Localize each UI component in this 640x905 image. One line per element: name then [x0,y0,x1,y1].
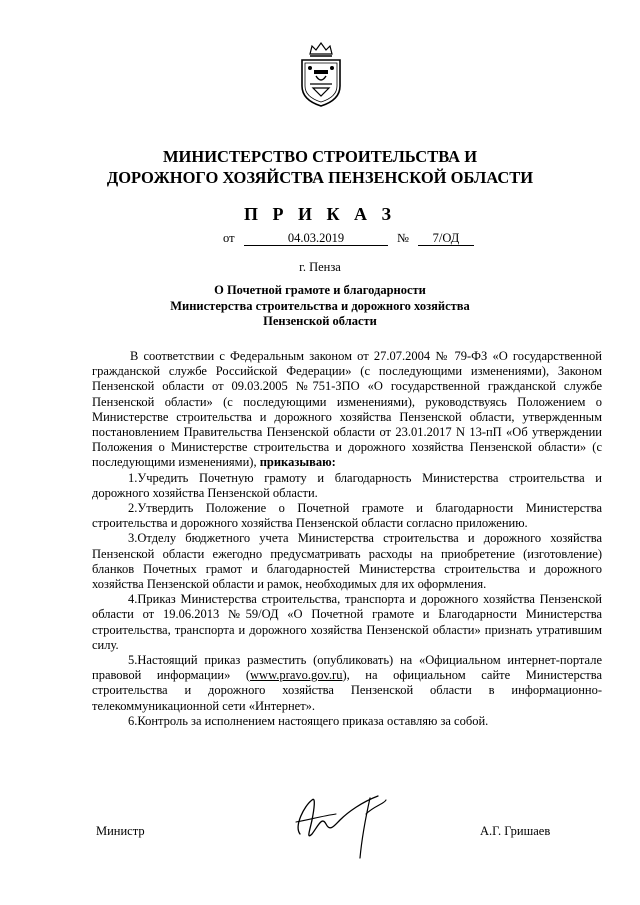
ministry-line-1: МИНИСТЕРСТВО СТРОИТЕЛЬСТВА И [162,147,478,166]
preamble-paragraph [92,349,602,471]
signatory-name: А.Г. Гришаев [480,824,551,838]
title-line-3: Пензенской области [263,314,377,328]
number-prefix: № [397,231,409,245]
title-line-2: Министерства строительства и дорожного хозяйства [170,298,470,313]
order-title [100,283,540,330]
coat-of-arms-emblem [296,40,346,108]
item-5 [92,653,602,714]
preamble-text: В соответствии с Федеральным законом от 27.07.2004 № 79-ФЗ «О государственной гражданской службе Российской Федерации» (с последующими изменениями), Законом Пензенской области от 09.03.2005 №751-ЗПО «О государственной гражданской службе Пензенской области» (с последующими изменениями), руководствуясь Положением о Министерстве строительства и дорожного хозяйства Пензенской области, утвержденным постановлением Правительства Пензенской области от 23.01.2017 N 13-пП «Об утверждении Положения о Министерстве строительства и дорожного хозяйства Пензенской области» (с последующими изменениями), [92,349,602,470]
pravo-link[interactable]: www.pravo.gov.ru [250,668,343,683]
order-date: 04.03.2019 [244,231,388,246]
ministry-line-2: ДОРОЖНОГО ХОЗЯЙСТВА ПЕНЗЕНСКОЙ ОБЛАСТИ [106,168,534,187]
item-1: 1.Учредить Почетную грамоту и благодарность Министерства строительства и дорожного хозяйства Пензенской области. [92,470,602,500]
preamble-colon: : [331,455,336,470]
item-5-text-pre: 5.Настоящий приказ разместить (опубликовать) на «Официальном интернет-портале правовой информации» ( [92,653,602,683]
item-5-text-post: ), на официальном сайте Министерства строительства и дорожного хозяйства Пензенской области в информационно-телекоммуникационной сети «Интернет». [92,668,602,713]
ministry-name [60,146,580,188]
order-number: 7/ОД [418,231,474,246]
signatory-position: Министр [96,824,145,838]
order-city: г. Пенза [299,260,341,274]
order-heading: П Р И К А З [243,204,397,224]
item-6: 6.Контроль за исполнением настоящего приказа оставляю за собой. [128,713,489,728]
order-body [92,349,602,729]
item-3: 3.Отделу бюджетного учета Министерства строительства и дорожного хозяйства Пензенской области ежегодно предусматривать расходы на приобретение (изготовление) бланков Почетных грамот и благодарностей Министерства строительства и дорожного хозяйства Пензенской области и рамок, необходимых для их оформления. [92,531,602,592]
preamble-bold: приказываю [259,455,332,470]
item-2: 2.Утвердить Положение о Почетной грамоте и благодарности Министерства строительства и дорожного хозяйства Пензенской области согласно приложению. [92,501,602,531]
item-4: 4.Приказ Министерства строительства, транспорта и дорожного хозяйства Пензенской области от 19.06.2013 №59/ОД «О Почетной грамоте и Благодарности Министерства строительства, транспорта и дорожного хозяйства Пензенской области» признать утратившим силу. [92,592,602,652]
date-prefix: от [223,231,235,245]
handwritten-signature [282,786,392,866]
title-line-1: О Почетной грамоте и благодарности [214,283,426,297]
